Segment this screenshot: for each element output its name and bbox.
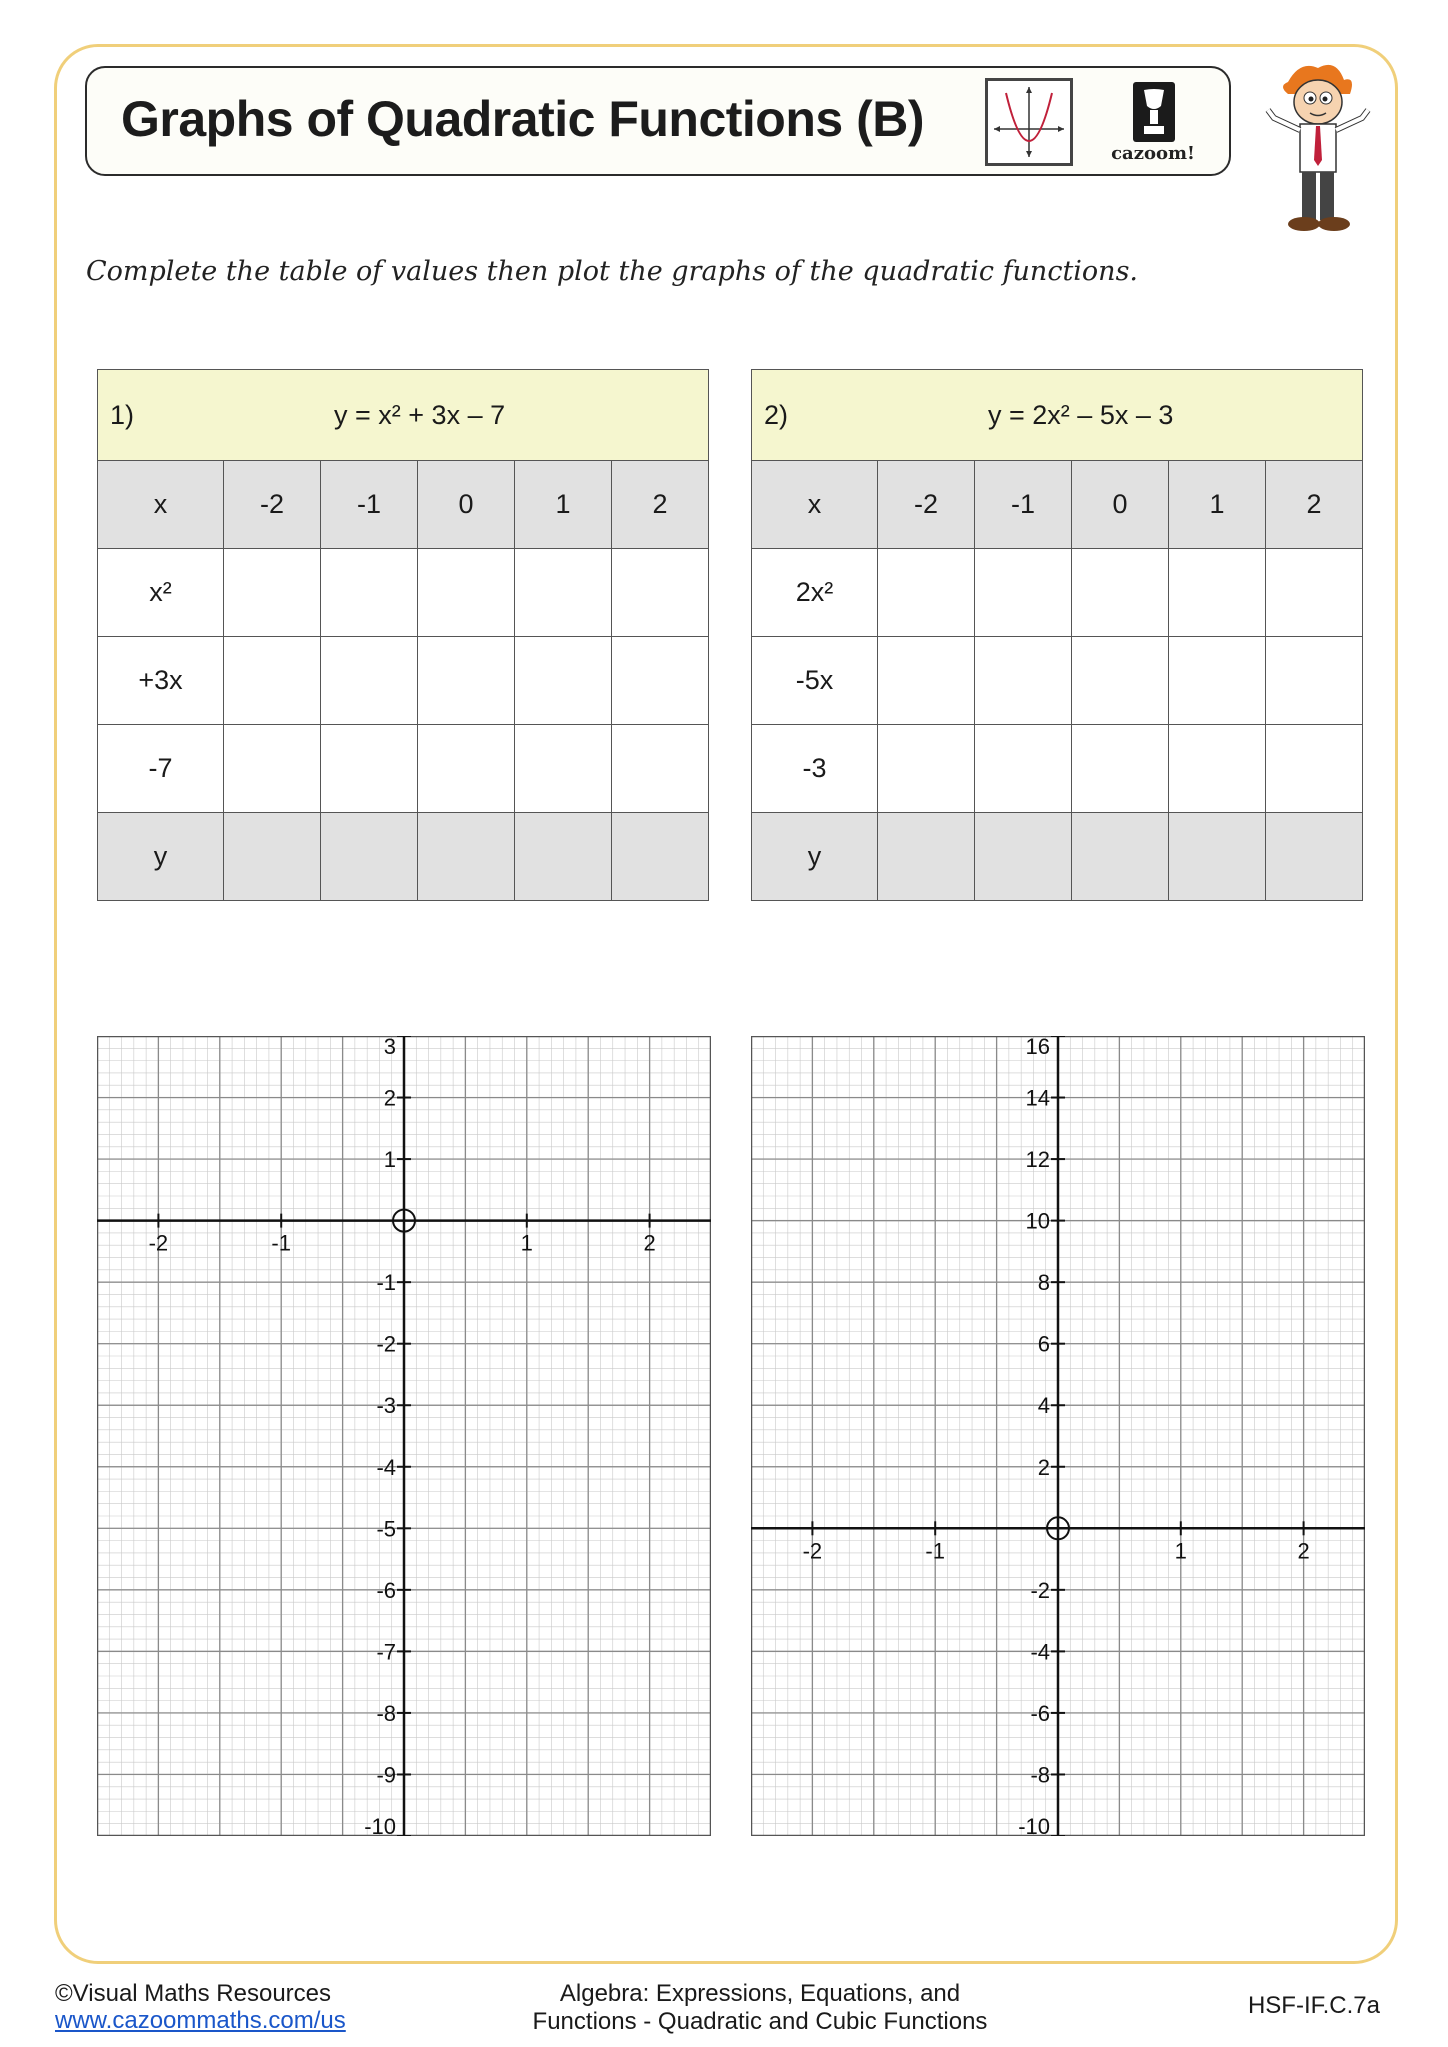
y-tick-label: -8: [1030, 1762, 1050, 1788]
parabola-graph-icon: [985, 78, 1073, 166]
y-tick-label: 1: [383, 1147, 396, 1173]
x-value: 1: [515, 461, 612, 549]
answer-cell[interactable]: [612, 637, 709, 725]
table-header: [98, 370, 709, 461]
answer-cell[interactable]: [321, 813, 418, 901]
x-value: 0: [1072, 461, 1169, 549]
x-label: x: [752, 461, 878, 549]
answer-cell[interactable]: [321, 549, 418, 637]
x-value: 1: [1169, 461, 1266, 549]
answer-cell[interactable]: [321, 725, 418, 813]
row-label: -7: [98, 725, 224, 813]
answer-cell[interactable]: [418, 637, 515, 725]
equation: y = x² + 3x – 7: [334, 399, 506, 430]
row-label: +3x: [98, 637, 224, 725]
y-tick-label: 4: [1037, 1393, 1050, 1419]
answer-cell[interactable]: [515, 637, 612, 725]
answer-cell[interactable]: [418, 813, 515, 901]
answer-cell[interactable]: [1169, 637, 1266, 725]
coordinate-grid-q2[interactable]: [751, 1036, 1365, 1836]
answer-cell[interactable]: [1169, 813, 1266, 901]
page-title: Graphs of Quadratic Functions (B): [121, 91, 924, 147]
answer-cell[interactable]: [1169, 549, 1266, 637]
x-value: 2: [612, 461, 709, 549]
y-tick-label: -4: [1030, 1639, 1050, 1665]
answer-cell[interactable]: [224, 725, 321, 813]
y-tick-label: -10: [364, 1814, 396, 1836]
answer-cell[interactable]: [1072, 725, 1169, 813]
x-tick-label: 2: [643, 1230, 656, 1256]
answer-cell[interactable]: [1266, 813, 1363, 901]
y-tick-label: 12: [1025, 1147, 1050, 1173]
y-tick-label: 10: [1025, 1208, 1050, 1234]
x-tick-label: 2: [1297, 1538, 1310, 1564]
answer-cell[interactable]: [612, 813, 709, 901]
row-label: 2x²: [752, 549, 878, 637]
x-tick-label: 1: [1174, 1538, 1187, 1564]
x-value: -2: [878, 461, 975, 549]
instruction-text: Complete the table of values then plot the graphs of the quadratic functions.: [86, 256, 1139, 287]
x-tick-label: -2: [148, 1230, 169, 1256]
footer-credits: [55, 1980, 346, 2034]
y-tick-label: -2: [376, 1331, 396, 1357]
y-tick-label: 6: [1037, 1331, 1050, 1357]
x-label: x: [98, 461, 224, 549]
website-link[interactable]: www.cazoommaths.com/us: [55, 2007, 346, 2034]
x-value: -2: [224, 461, 321, 549]
y-tick-label: 2: [383, 1085, 396, 1111]
y-tick-label: -10: [1018, 1814, 1050, 1836]
answer-cell[interactable]: [612, 725, 709, 813]
logo-text: cazoom!: [1111, 143, 1195, 164]
standard-code: HSF-IF.C.7a: [1247, 1992, 1380, 2019]
y-tick-label: -2: [1030, 1577, 1050, 1603]
x-value: -1: [975, 461, 1072, 549]
answer-cell[interactable]: [1072, 549, 1169, 637]
answer-cell[interactable]: [975, 813, 1072, 901]
x-value: -1: [321, 461, 418, 549]
y-tick-label: -7: [376, 1639, 396, 1665]
answer-cell[interactable]: [975, 637, 1072, 725]
y-tick-label: -6: [1030, 1700, 1050, 1726]
answer-cell[interactable]: [418, 549, 515, 637]
answer-cell[interactable]: [224, 813, 321, 901]
answer-cell[interactable]: [878, 637, 975, 725]
x-value: 2: [1266, 461, 1363, 549]
answer-cell[interactable]: [612, 549, 709, 637]
y-tick-label: 2: [1037, 1454, 1050, 1480]
answer-cell[interactable]: [1169, 725, 1266, 813]
cartoon-boy-mascot: [1258, 60, 1376, 238]
x-tick-label: -1: [271, 1230, 291, 1256]
answer-cell[interactable]: [515, 725, 612, 813]
cazoom-trophy-icon: [1099, 80, 1207, 164]
x-value: 0: [418, 461, 515, 549]
answer-cell[interactable]: [878, 813, 975, 901]
answer-cell[interactable]: [878, 725, 975, 813]
question-number: 1): [110, 399, 135, 430]
topic-line: Algebra: Expressions, Equations, and: [559, 1980, 961, 2007]
answer-cell[interactable]: [1072, 813, 1169, 901]
answer-cell[interactable]: [975, 725, 1072, 813]
y-tick-label: -9: [376, 1762, 396, 1788]
y-label: y: [98, 813, 224, 901]
table-values-q2: [751, 369, 1363, 901]
answer-cell[interactable]: [975, 549, 1072, 637]
answer-cell[interactable]: [1266, 637, 1363, 725]
copyright: ©Visual Maths Resources: [55, 1980, 332, 2007]
table-values-q1: [97, 369, 709, 901]
y-tick-label: 16: [1025, 1036, 1050, 1059]
x-tick-label: 1: [520, 1230, 533, 1256]
answer-cell[interactable]: [224, 549, 321, 637]
row-label: -3: [752, 725, 878, 813]
answer-cell[interactable]: [224, 637, 321, 725]
topic-line: Functions - Quadratic and Cubic Functions: [532, 2008, 988, 2035]
y-tick-label: -3: [376, 1393, 396, 1419]
answer-cell[interactable]: [878, 549, 975, 637]
row-label: x²: [98, 549, 224, 637]
y-tick-label: 14: [1025, 1085, 1050, 1111]
y-tick-label: 3: [383, 1036, 396, 1059]
question-number: 2): [764, 399, 789, 430]
table-header: [752, 370, 1363, 461]
equation: y = 2x² – 5x – 3: [988, 399, 1174, 430]
row-label: -5x: [752, 637, 878, 725]
y-tick-label: -4: [376, 1454, 396, 1480]
y-label: y: [752, 813, 878, 901]
title-banner: [85, 66, 1231, 176]
x-tick-label: -1: [925, 1538, 945, 1564]
answer-cell[interactable]: [515, 813, 612, 901]
answer-cell[interactable]: [321, 637, 418, 725]
y-tick-label: -5: [376, 1516, 396, 1542]
y-tick-label: -8: [376, 1700, 396, 1726]
answer-cell[interactable]: [1266, 549, 1363, 637]
y-tick-label: -1: [376, 1270, 396, 1296]
answer-cell[interactable]: [418, 725, 515, 813]
y-tick-label: -6: [376, 1577, 396, 1603]
answer-cell[interactable]: [1072, 637, 1169, 725]
coordinate-grid-q1[interactable]: [97, 1036, 711, 1836]
y-tick-label: 8: [1037, 1270, 1050, 1296]
footer-topic: [500, 1980, 1020, 2036]
x-tick-label: -2: [802, 1538, 823, 1564]
answer-cell[interactable]: [515, 549, 612, 637]
answer-cell[interactable]: [1266, 725, 1363, 813]
